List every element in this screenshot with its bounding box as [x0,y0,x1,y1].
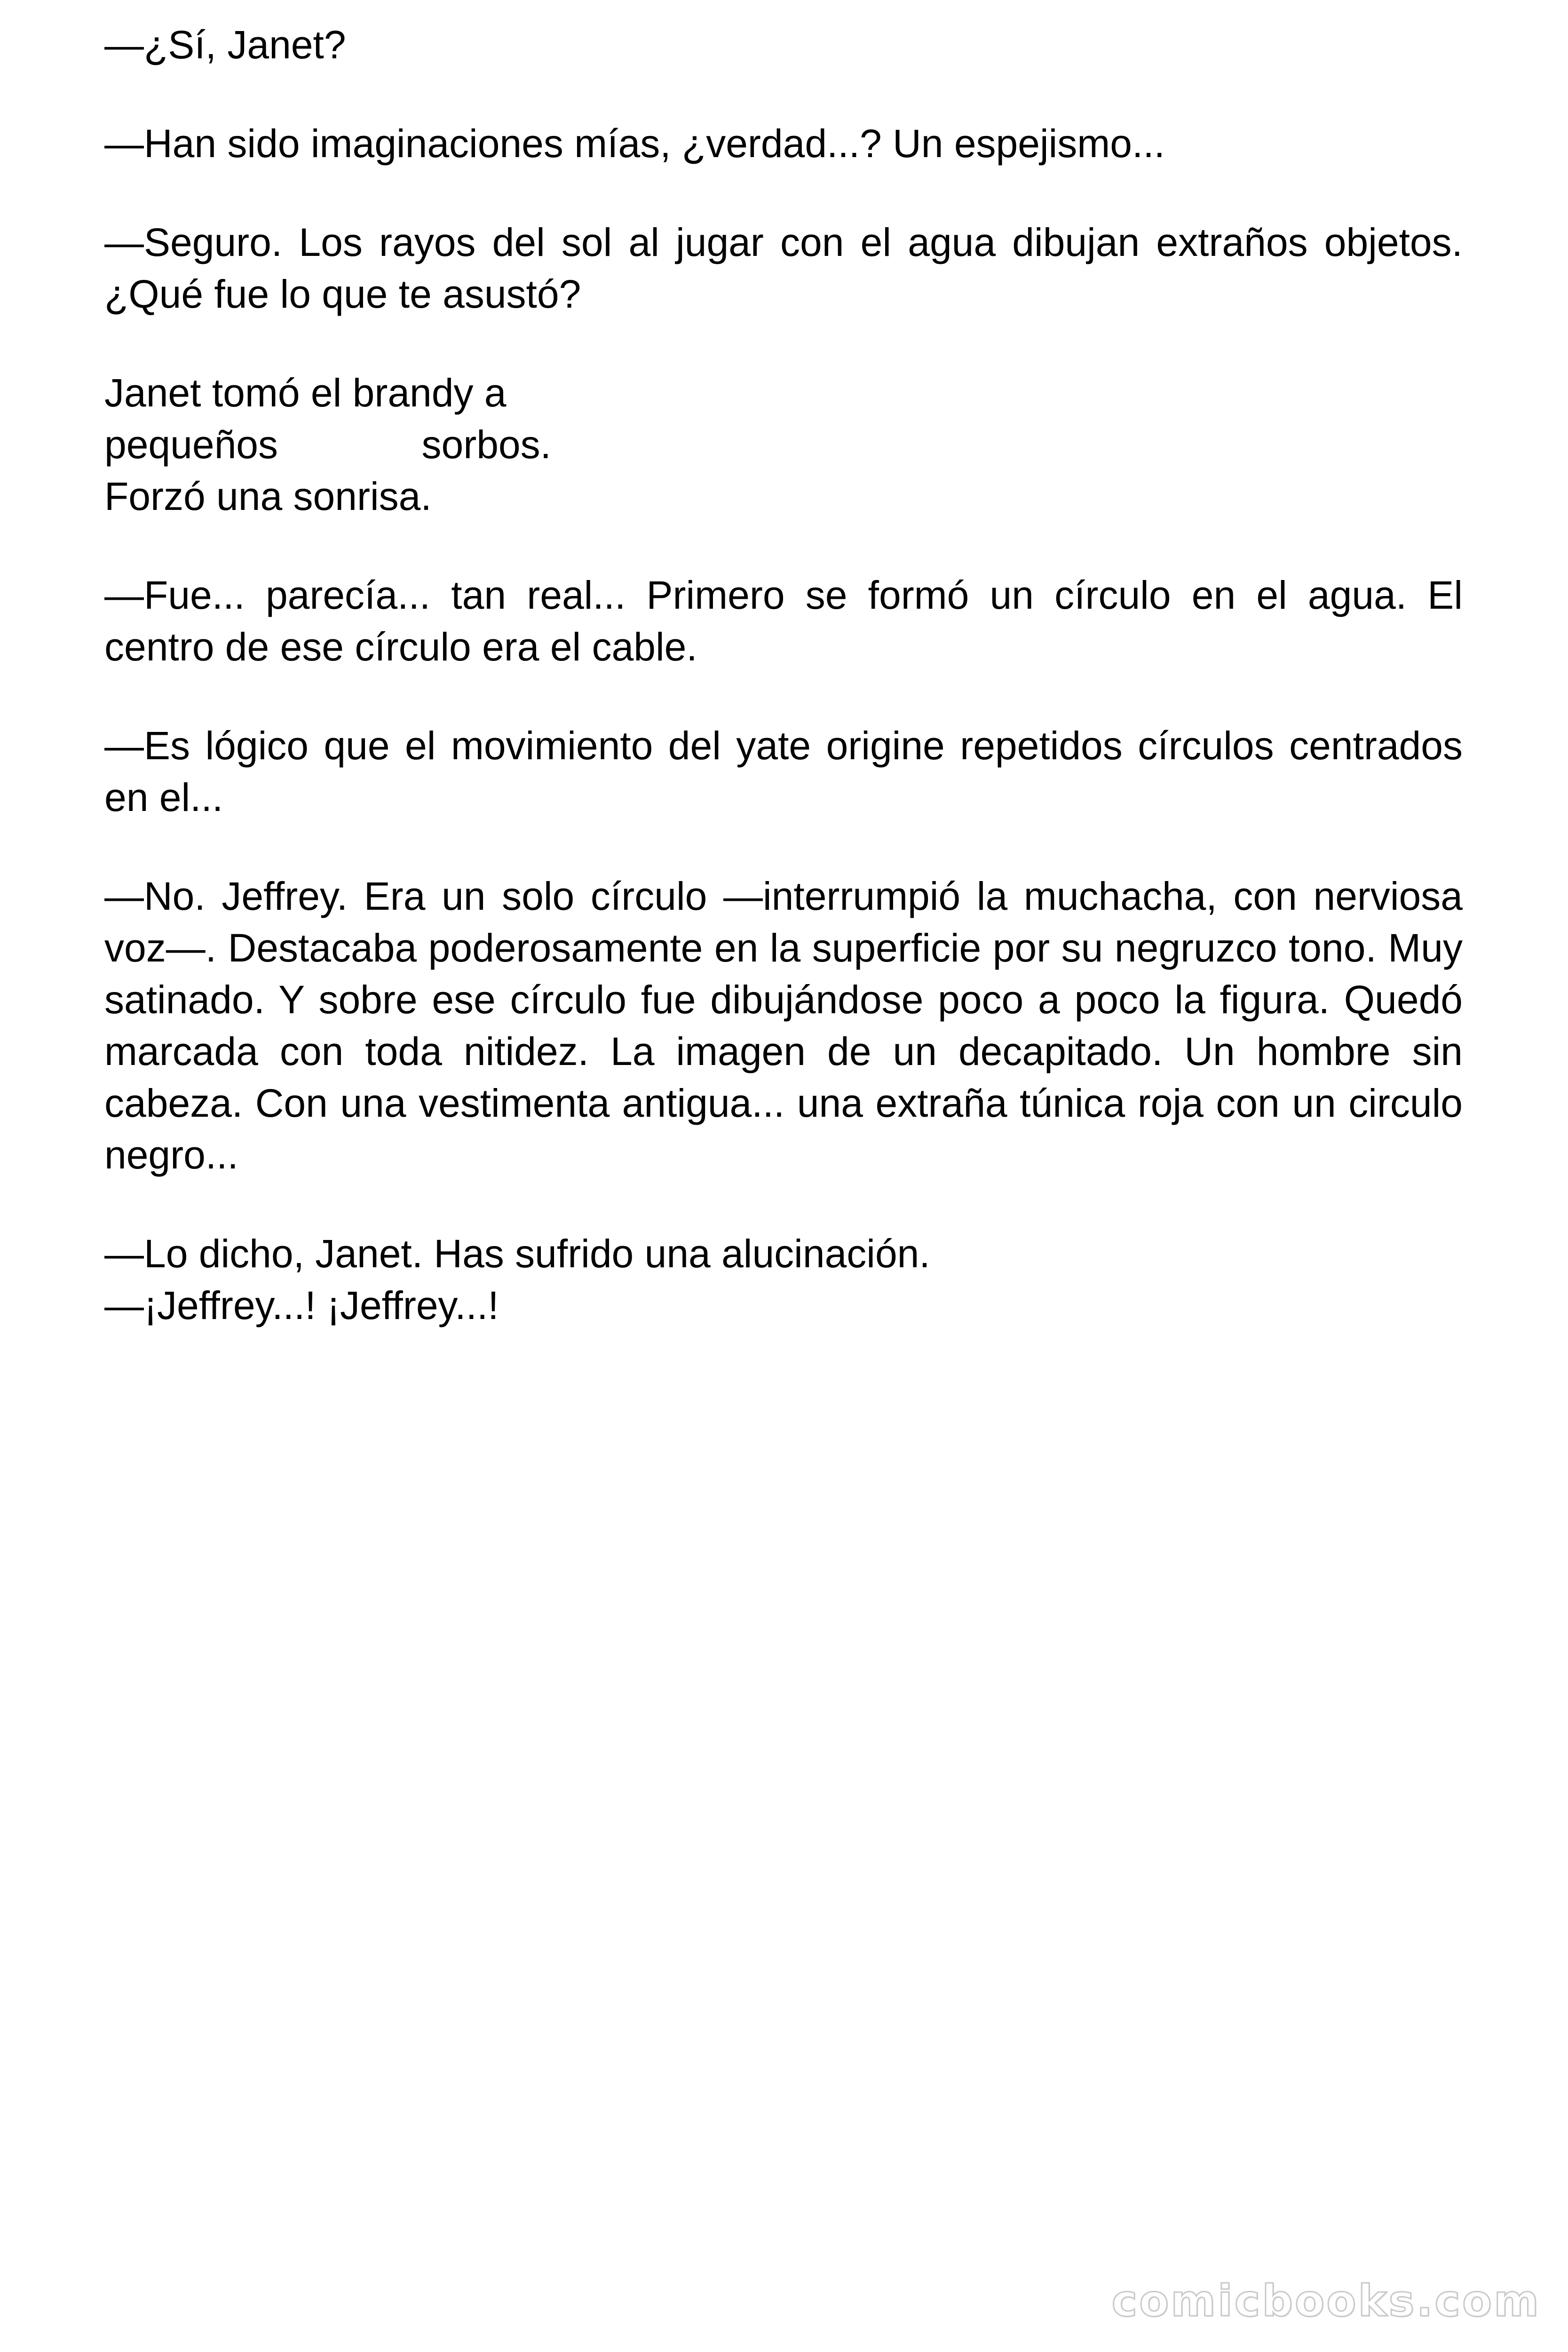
page-body [104,19,1463,1378]
paragraph-4-line-3: Forzó una sonrisa. [104,474,432,518]
paragraph-4-line-2: pequeños sorbos. [104,422,551,467]
paragraph-9: —¡Jeffrey...! ¡Jeffrey...! [104,1283,499,1327]
paragraph-7: —No. Jeffrey. Era un solo círculo —interrumpió la muchacha, con nerviosa voz—. Destacaba poderosamente en la superficie por su negruzco tono. Muy satinado. Y sobre ese círculo fue dibujándose poco a poco la figura. Quedó marcada con toda nitidez. La imagen de un decapitado. Un hombre sin cabeza. Con una vestimenta antigua... una extraña túnica roja con un circulo negro... [104,874,1463,1177]
paragraph-6: —Es lógico que el movimiento del yate origine repetidos círculos centrados en el... [104,723,1463,819]
paragraph-4 [104,367,551,522]
paragraph-3: —Seguro. Los rayos del sol al jugar con el agua dibujan extraños objetos. ¿Qué fue lo que te asustó? [104,220,1463,316]
paragraph-1: —¿Sí, Janet? [104,23,346,67]
watermark-logo: comicbooks.com [1111,2276,1541,2326]
paragraph-2: —Han sido imaginaciones mías, ¿verdad...? Un espejismo... [104,121,1165,166]
paragraph-5: —Fue... parecía... tan real... Primero se formó un círculo en el agua. El centro de ese círculo era el cable. [104,573,1463,669]
paragraph-4-line-1: Janet tomó el brandy a [104,371,507,415]
paragraph-8: —Lo dicho, Janet. Has sufrido una alucinación. [104,1232,930,1276]
